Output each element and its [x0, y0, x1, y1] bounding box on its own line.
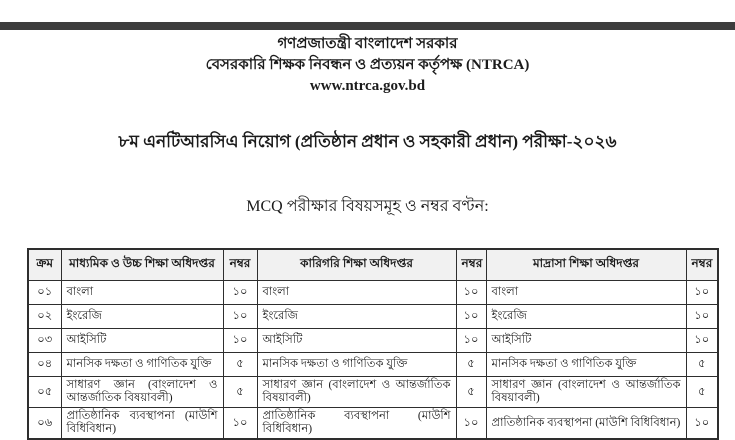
top-border-bar [0, 22, 735, 30]
marks-cell: ১০ [223, 408, 257, 440]
serial-cell: ০৪ [28, 353, 61, 377]
serial-cell: ০১ [28, 281, 61, 305]
marks-cell: ৫ [456, 353, 486, 377]
table-row [28, 377, 718, 408]
government-name: গণপ্রজাতন্ত্রী বাংলাদেশ সরকার [277, 36, 458, 52]
marks-cell: ৫ [686, 353, 718, 377]
subjects-marks-table [27, 248, 719, 440]
marks-cell: ১০ [456, 408, 486, 440]
table-row [28, 281, 718, 305]
marks-cell: ১০ [223, 305, 257, 329]
subject-cell: সাধারণ জ্ঞান (বাংলাদেশ ও আন্তর্জাতিক বিষয়াবলী) [257, 377, 456, 408]
column-header-serial: ক্রম [28, 249, 61, 281]
subject-cell: বাংলা [61, 281, 223, 305]
subject-cell: মানসিক দক্ষতা ও গাণিতিক যুক্তি [486, 353, 686, 377]
marks-cell: ৫ [686, 377, 718, 408]
subject-cell: প্রাতিষ্ঠানিক ব্যবস্থাপনা (মাউশি বিধিবিধান) [257, 408, 456, 440]
subject-cell: সাধারণ জ্ঞান (বাংলাদেশ ও আন্তর্জাতিক বিষয়াবলী) [486, 377, 686, 408]
serial-cell: ০৬ [28, 408, 61, 440]
marks-cell: ১০ [686, 305, 718, 329]
subject-cell: মানসিক দক্ষতা ও গাণিতিক যুক্তি [61, 353, 223, 377]
subject-cell: বাংলা [486, 281, 686, 305]
table-row [28, 353, 718, 377]
subject-cell: বাংলা [257, 281, 456, 305]
subject-cell: আইসিটি [486, 329, 686, 353]
subject-cell: প্রাতিষ্ঠানিক ব্যবস্থাপনা (মাউশি বিধিবিধান) [486, 408, 686, 440]
marks-cell: ১০ [686, 408, 718, 440]
government-header [0, 34, 735, 97]
marks-cell: ১০ [686, 281, 718, 305]
marks-cell: ৫ [223, 377, 257, 408]
column-header-marks-2: নম্বর [456, 249, 486, 281]
subject-cell: ইংরেজি [257, 305, 456, 329]
table-row [28, 305, 718, 329]
column-header-technical-directorate: কারিগরি শিক্ষা অধিদপ্তর [257, 249, 456, 281]
subject-cell: আইসিটি [61, 329, 223, 353]
subject-cell: ইংরেজি [61, 305, 223, 329]
marks-cell: ৫ [223, 353, 257, 377]
column-header-madrasah-directorate: মাদ্রাসা শিক্ষা অধিদপ্তর [486, 249, 686, 281]
organization-name: বেসরকারি শিক্ষক নিবন্ধন ও প্রত্যয়ন কর্তৃপক্ষ (NTRCA) [205, 57, 530, 73]
marks-cell: ১০ [223, 281, 257, 305]
column-header-secondary-directorate: মাধ্যমিক ও উচ্চ শিক্ষা অধিদপ্তর [61, 249, 223, 281]
subject-cell: আইসিটি [257, 329, 456, 353]
exam-title: ৮ম এনটিআরসিএ নিয়োগ (প্রতিষ্ঠান প্রধান ও সহকারী প্রধান) পরীক্ষা-২০২৬ [118, 132, 617, 151]
subject-cell: মানসিক দক্ষতা ও গাণিতিক যুক্তি [257, 353, 456, 377]
serial-cell: ০৩ [28, 329, 61, 353]
column-header-marks-3: নম্বর [686, 249, 718, 281]
website-url: www.ntrca.gov.bd [309, 78, 426, 94]
table-row-partially-visible [28, 408, 718, 440]
table-row [28, 329, 718, 353]
marks-cell: ১০ [456, 305, 486, 329]
subject-cell: প্রাতিষ্ঠানিক ব্যবস্থাপনা (মাউশি বিধিবিধান) [61, 408, 223, 440]
serial-cell: ০২ [28, 305, 61, 329]
table-header-row [28, 249, 718, 281]
marks-cell: ৫ [456, 377, 486, 408]
subject-cell: সাধারণ জ্ঞান (বাংলাদেশ ও আন্তর্জাতিক বিষয়াবলী) [61, 377, 223, 408]
marks-cell: ১০ [456, 329, 486, 353]
table-heading: MCQ পরীক্ষার বিষয়সমূহ ও নম্বর বণ্টন: [246, 198, 489, 215]
marks-cell: ১০ [223, 329, 257, 353]
marks-cell: ১০ [456, 281, 486, 305]
column-header-marks-1: নম্বর [223, 249, 257, 281]
marks-cell: ১০ [686, 329, 718, 353]
subject-cell: ইংরেজি [486, 305, 686, 329]
serial-cell: ০৫ [28, 377, 61, 408]
